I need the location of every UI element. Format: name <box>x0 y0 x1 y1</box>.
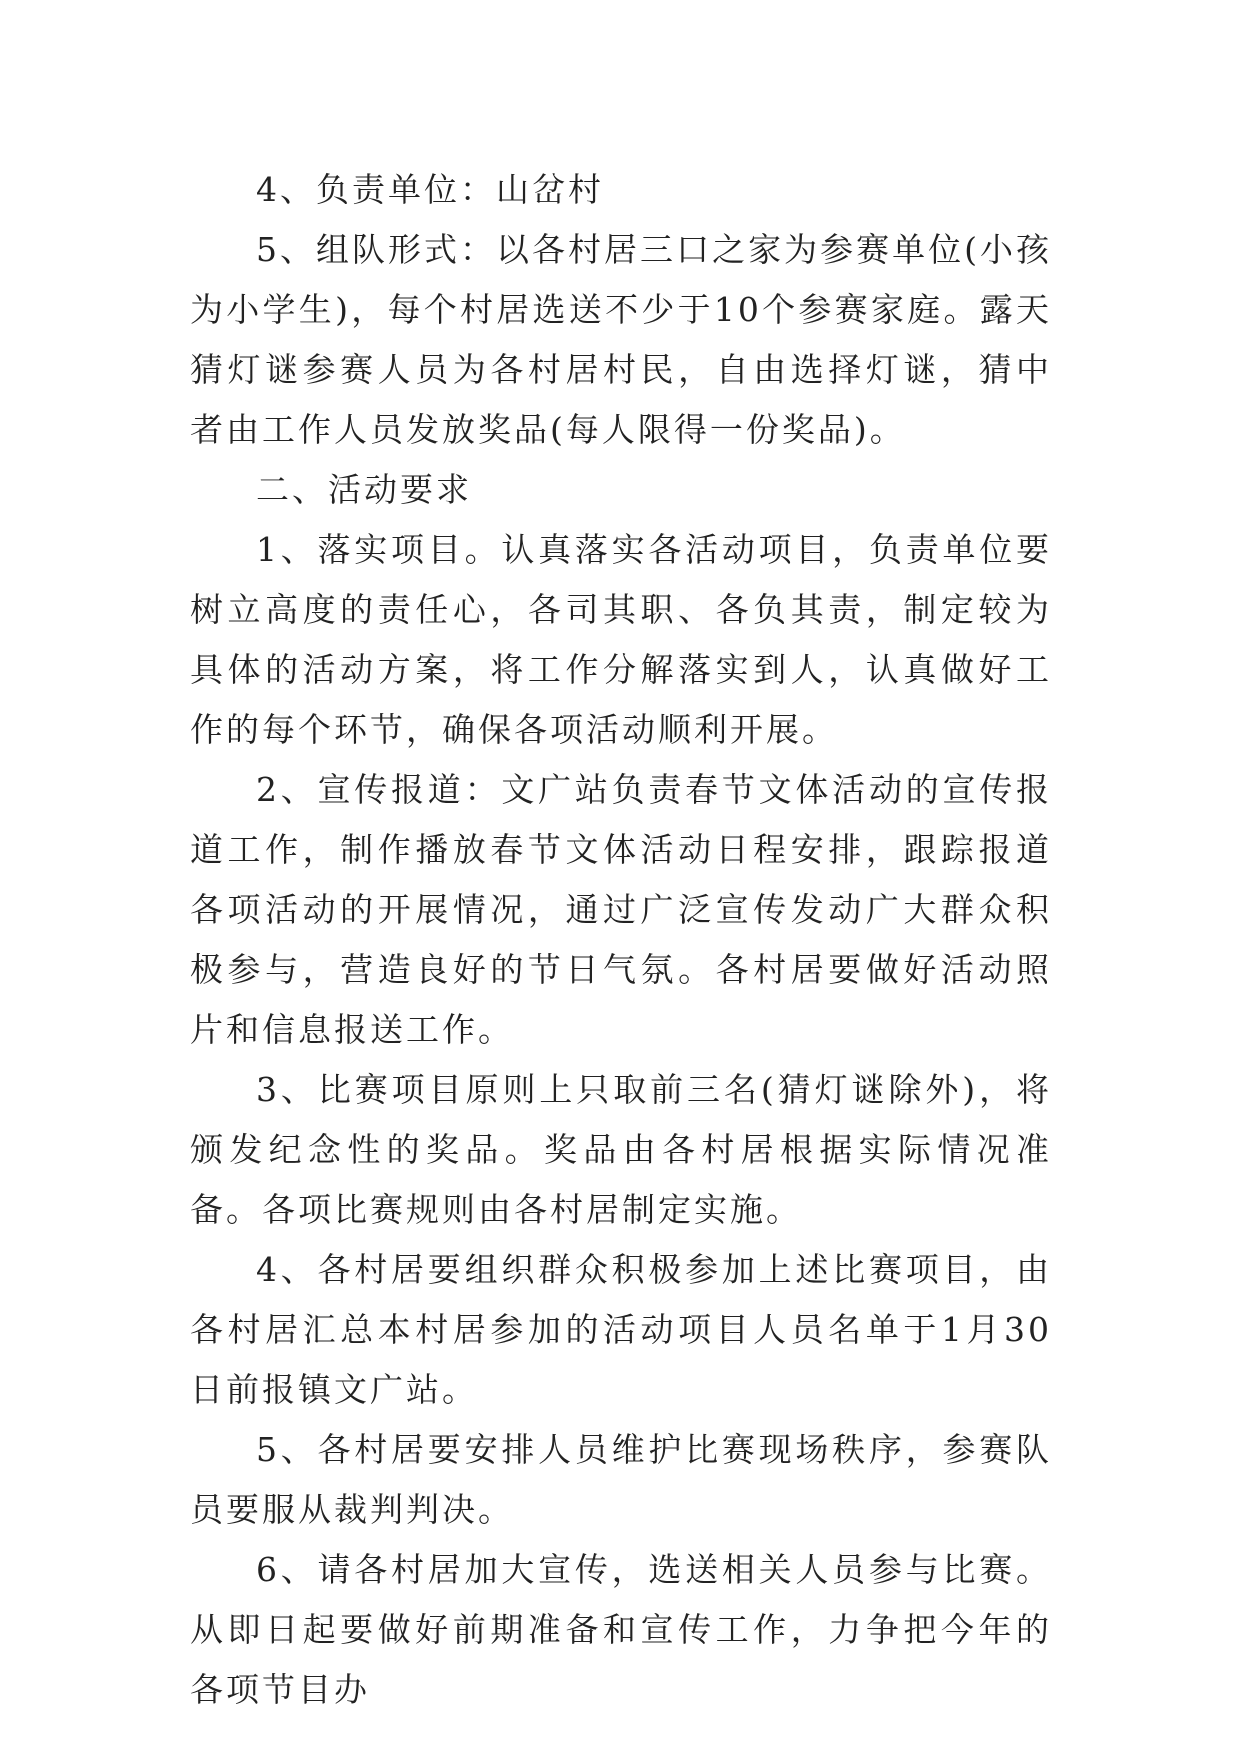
paragraph-requirement-2: 2、宣传报道：文广站负责春节文体活动的宣传报道工作，制作播放春节文体活动日程安排，跟踪报道各项活动的开展情况，通过广泛宣传发动广大群众积极参与，营造良好的节日气氛。各村居要做好活动照片和信息报送工作。 <box>190 770 1052 1049</box>
section-heading-requirements: 二、活动要求 <box>256 470 472 509</box>
paragraph-responsible-unit: 4、负责单位：山岔村 <box>256 170 604 209</box>
paragraph-requirement-3: 3、比赛项目原则上只取前三名(猜灯谜除外)，将颁发纪念性的奖品。奖品由各村居根据实际情况准备。各项比赛规则由各村居制定实施。 <box>190 1070 1052 1229</box>
paragraph-team-format: 5、组队形式：以各村居三口之家为参赛单位(小孩为小学生)，每个村居选送不少于10个参赛家庭。露天猜灯谜参赛人员为各村居村民，自由选择灯谜，猜中者由工作人员发放奖品(每人限得一份奖品)。 <box>190 230 1052 449</box>
paragraph-requirement-6: 6、请各村居加大宣传，选送相关人员参与比赛。从即日起要做好前期准备和宣传工作，力争把今年的各项节目办 <box>190 1550 1052 1709</box>
paragraph-requirement-1: 1、落实项目。认真落实各活动项目，负责单位要树立高度的责任心，各司其职、各负其责，制定较为具体的活动方案，将工作分解落实到人，认真做好工作的每个环节，确保各项活动顺利开展。 <box>190 530 1052 749</box>
paragraph-requirement-5: 5、各村居要安排人员维护比赛现场秩序，参赛队员要服从裁判判决。 <box>190 1430 1052 1529</box>
document-body <box>190 160 1052 1720</box>
paragraph-requirement-4: 4、各村居要组织群众积极参加上述比赛项目，由各村居汇总本村居参加的活动项目人员名单于1月30日前报镇文广站。 <box>190 1250 1052 1409</box>
